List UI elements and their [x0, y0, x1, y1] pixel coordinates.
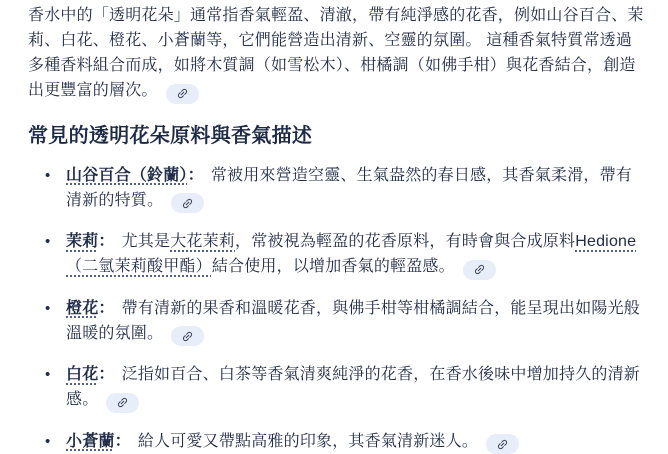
- citation-chip[interactable]: [486, 434, 519, 454]
- entity-link[interactable]: 大花茉莉: [170, 233, 235, 250]
- section-heading: 常見的透明花朵原料與香氣描述: [28, 122, 644, 150]
- entity-link-term[interactable]: 茉莉: [66, 233, 98, 250]
- intro-paragraph: [28, 3, 644, 104]
- entity-link[interactable]: Hedione（二氫茉莉酸甲酯）: [66, 233, 636, 275]
- desc-text: ，常被視為輕盈的花香原料，有時會與合成原料: [235, 233, 575, 250]
- desc-text: 尤其是: [122, 233, 171, 250]
- flower-list: [28, 163, 644, 454]
- entity-link-term[interactable]: 橙花: [66, 300, 98, 317]
- desc-text: 帶有清新的果香和溫暖花香，與佛手柑等柑橘調結合，能呈現出如陽光般溫暖的氛圍。: [66, 300, 640, 342]
- citation-chip[interactable]: [166, 84, 199, 104]
- desc-text: 結合使用，以增加香氣的輕盈感。: [212, 258, 455, 275]
- term-colon: ：: [98, 366, 114, 383]
- link-icon: [116, 396, 129, 409]
- desc-text: 泛指如百合、白茶等香氣清爽純淨的花香，在香水後味中增加持久的清新感。: [66, 366, 640, 408]
- term-colon: ：: [188, 167, 204, 184]
- link-icon: [496, 438, 509, 451]
- entity-link-term[interactable]: 山谷百合（鈴蘭）: [66, 167, 188, 184]
- entity-link-term[interactable]: 小蒼蘭: [66, 433, 115, 450]
- link-icon: [181, 197, 194, 210]
- desc-text: 常被用來營造空靈、生氣盎然的春日感，其香氣柔滑，帶有清新的特質。: [66, 167, 632, 209]
- bullet-marker: •: [45, 229, 50, 254]
- bullet-marker: •: [45, 429, 50, 454]
- citation-chip[interactable]: [463, 260, 496, 280]
- intro-text: 香水中的「透明花朵」通常指香氣輕盈、清澈，帶有純淨感的花香，例如山谷百合、茉莉、白花、橙花、小蒼蘭等，它們能營造出清新、空靈的氛圍。 這種香氣特質常透過多種香料組合而成，如將木質調（如雪松木）、柑橘調（如佛手柑）與花香結合，創造出更豐富的層次。: [28, 7, 644, 99]
- term-colon: ：: [98, 233, 114, 250]
- citation-chip[interactable]: [106, 393, 139, 413]
- bullet-marker: •: [45, 163, 50, 188]
- entity-link-term[interactable]: 白花: [66, 366, 98, 383]
- bullet-marker: •: [45, 362, 50, 387]
- link-icon: [473, 263, 486, 276]
- citation-chip[interactable]: [171, 326, 204, 346]
- list-item-white-flowers: [28, 362, 644, 413]
- link-icon: [176, 87, 189, 100]
- list-item-jasmine: [28, 229, 644, 280]
- citation-chip[interactable]: [171, 193, 204, 213]
- link-icon: [181, 330, 194, 343]
- term-colon: ：: [115, 433, 131, 450]
- term-colon: ：: [98, 300, 114, 317]
- bullet-marker: •: [45, 296, 50, 321]
- list-item-freesia: [28, 429, 644, 454]
- list-item-orange-blossom: [28, 296, 644, 347]
- list-item-lily-of-the-valley: [28, 163, 644, 214]
- desc-text: 給人可愛又帶點高雅的印象，其香氣清新迷人。: [138, 433, 478, 450]
